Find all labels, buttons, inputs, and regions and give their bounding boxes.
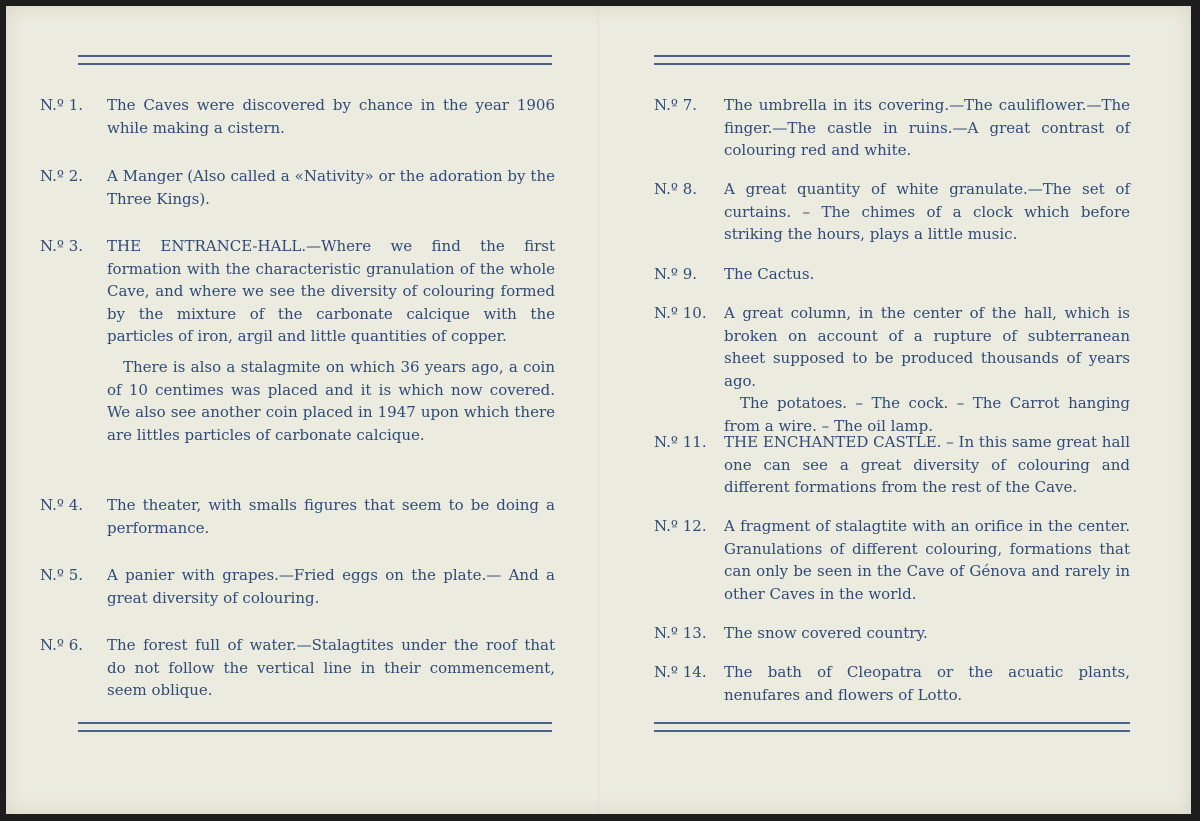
entry-number: N.º 4. xyxy=(40,496,84,514)
entry-number: N.º 12. xyxy=(654,517,707,535)
entry-text: The snow covered country. xyxy=(724,624,928,642)
entry-number: N.º 5. xyxy=(40,566,84,584)
entry-text: A fragment of stalagtite with an orifice in the center. Granulations of different colouring, formations that can only be seen in the Cave of Génova and rarely in other Caves in the world. xyxy=(724,517,1130,603)
bottom-double-rule xyxy=(654,722,1130,732)
top-double-rule xyxy=(654,55,1130,65)
entry-text: THE ENTRANCE-HALL.—Where we find the first formation with the characteristic granulation of the whole Cave, and where we see the diversity of colouring formed by the mixture of the carbonate calcique with the particles of iron, argil and little quantities of copper. xyxy=(107,237,555,346)
entry-text: The Caves were discovered by chance in the year 1906 while making a cistern. xyxy=(107,96,555,137)
entry-text: The umbrella in its covering.—The cauliflower.—The finger.—The castle in ruins.—A great contrast of colouring red and white. xyxy=(724,96,1130,160)
right-page xyxy=(616,0,1176,821)
entry-text: A great column, in the center of the hall, which is broken on account of a rupture of subterranean sheet supposed to be produced thousands of years ago. xyxy=(724,304,1130,390)
entry-text: The bath of Cleopatra or the acuatic plants, nenufares and flowers of Lotto. xyxy=(724,663,1130,704)
bottom-double-rule xyxy=(78,722,552,732)
entry-number: N.º 7. xyxy=(654,96,698,114)
entry-text: The forest full of water.—Stalagtites under the roof that do not follow the vertical line in their commencement, seem oblique. xyxy=(107,636,555,700)
entry-number: N.º 14. xyxy=(654,663,707,681)
entry-text: A panier with grapes.—Fried eggs on the plate.— And a great diversity of colouring. xyxy=(107,566,555,607)
entry-text: The potatoes. – The cock. – The Carrot hanging from a wire. – The oil lamp. xyxy=(724,394,1130,435)
entry-text: A great quantity of white granulate.—The set of curtains. – The chimes of a clock which before striking the hours, plays a little music. xyxy=(724,180,1130,244)
entry-number: N.º 9. xyxy=(654,265,698,283)
entry-number: N.º 8. xyxy=(654,180,698,198)
entry-text: A Manger (Also called a «Nativity» or the adoration by the Three Kings). xyxy=(107,167,555,208)
left-page xyxy=(40,0,600,821)
entry-text: There is also a stalagmite on which 36 years ago, a coin of 10 centimes was placed and it is which now covered. We also see another coin placed in 1947 upon which there are littles particles of carbonate calcique. xyxy=(107,357,555,444)
entry-text: The theater, with smalls figures that seem to be doing a performance. xyxy=(107,496,555,537)
entry-number: N.º 2. xyxy=(40,167,84,185)
entry-text: THE ENCHANTED CASTLE. – In this same great hall one can see a great diversity of colouring and different formations from the rest of the Cave. xyxy=(724,433,1130,497)
entry-text: The Cactus. xyxy=(724,265,815,283)
entry-number: N.º 11. xyxy=(654,433,707,451)
top-double-rule xyxy=(78,55,552,65)
entry-number: N.º 10. xyxy=(654,304,707,322)
entry-number: N.º 6. xyxy=(40,636,84,654)
entry-number: N.º 1. xyxy=(40,96,84,114)
entry-number: N.º 13. xyxy=(654,624,707,642)
entry-number: N.º 3. xyxy=(40,237,84,255)
